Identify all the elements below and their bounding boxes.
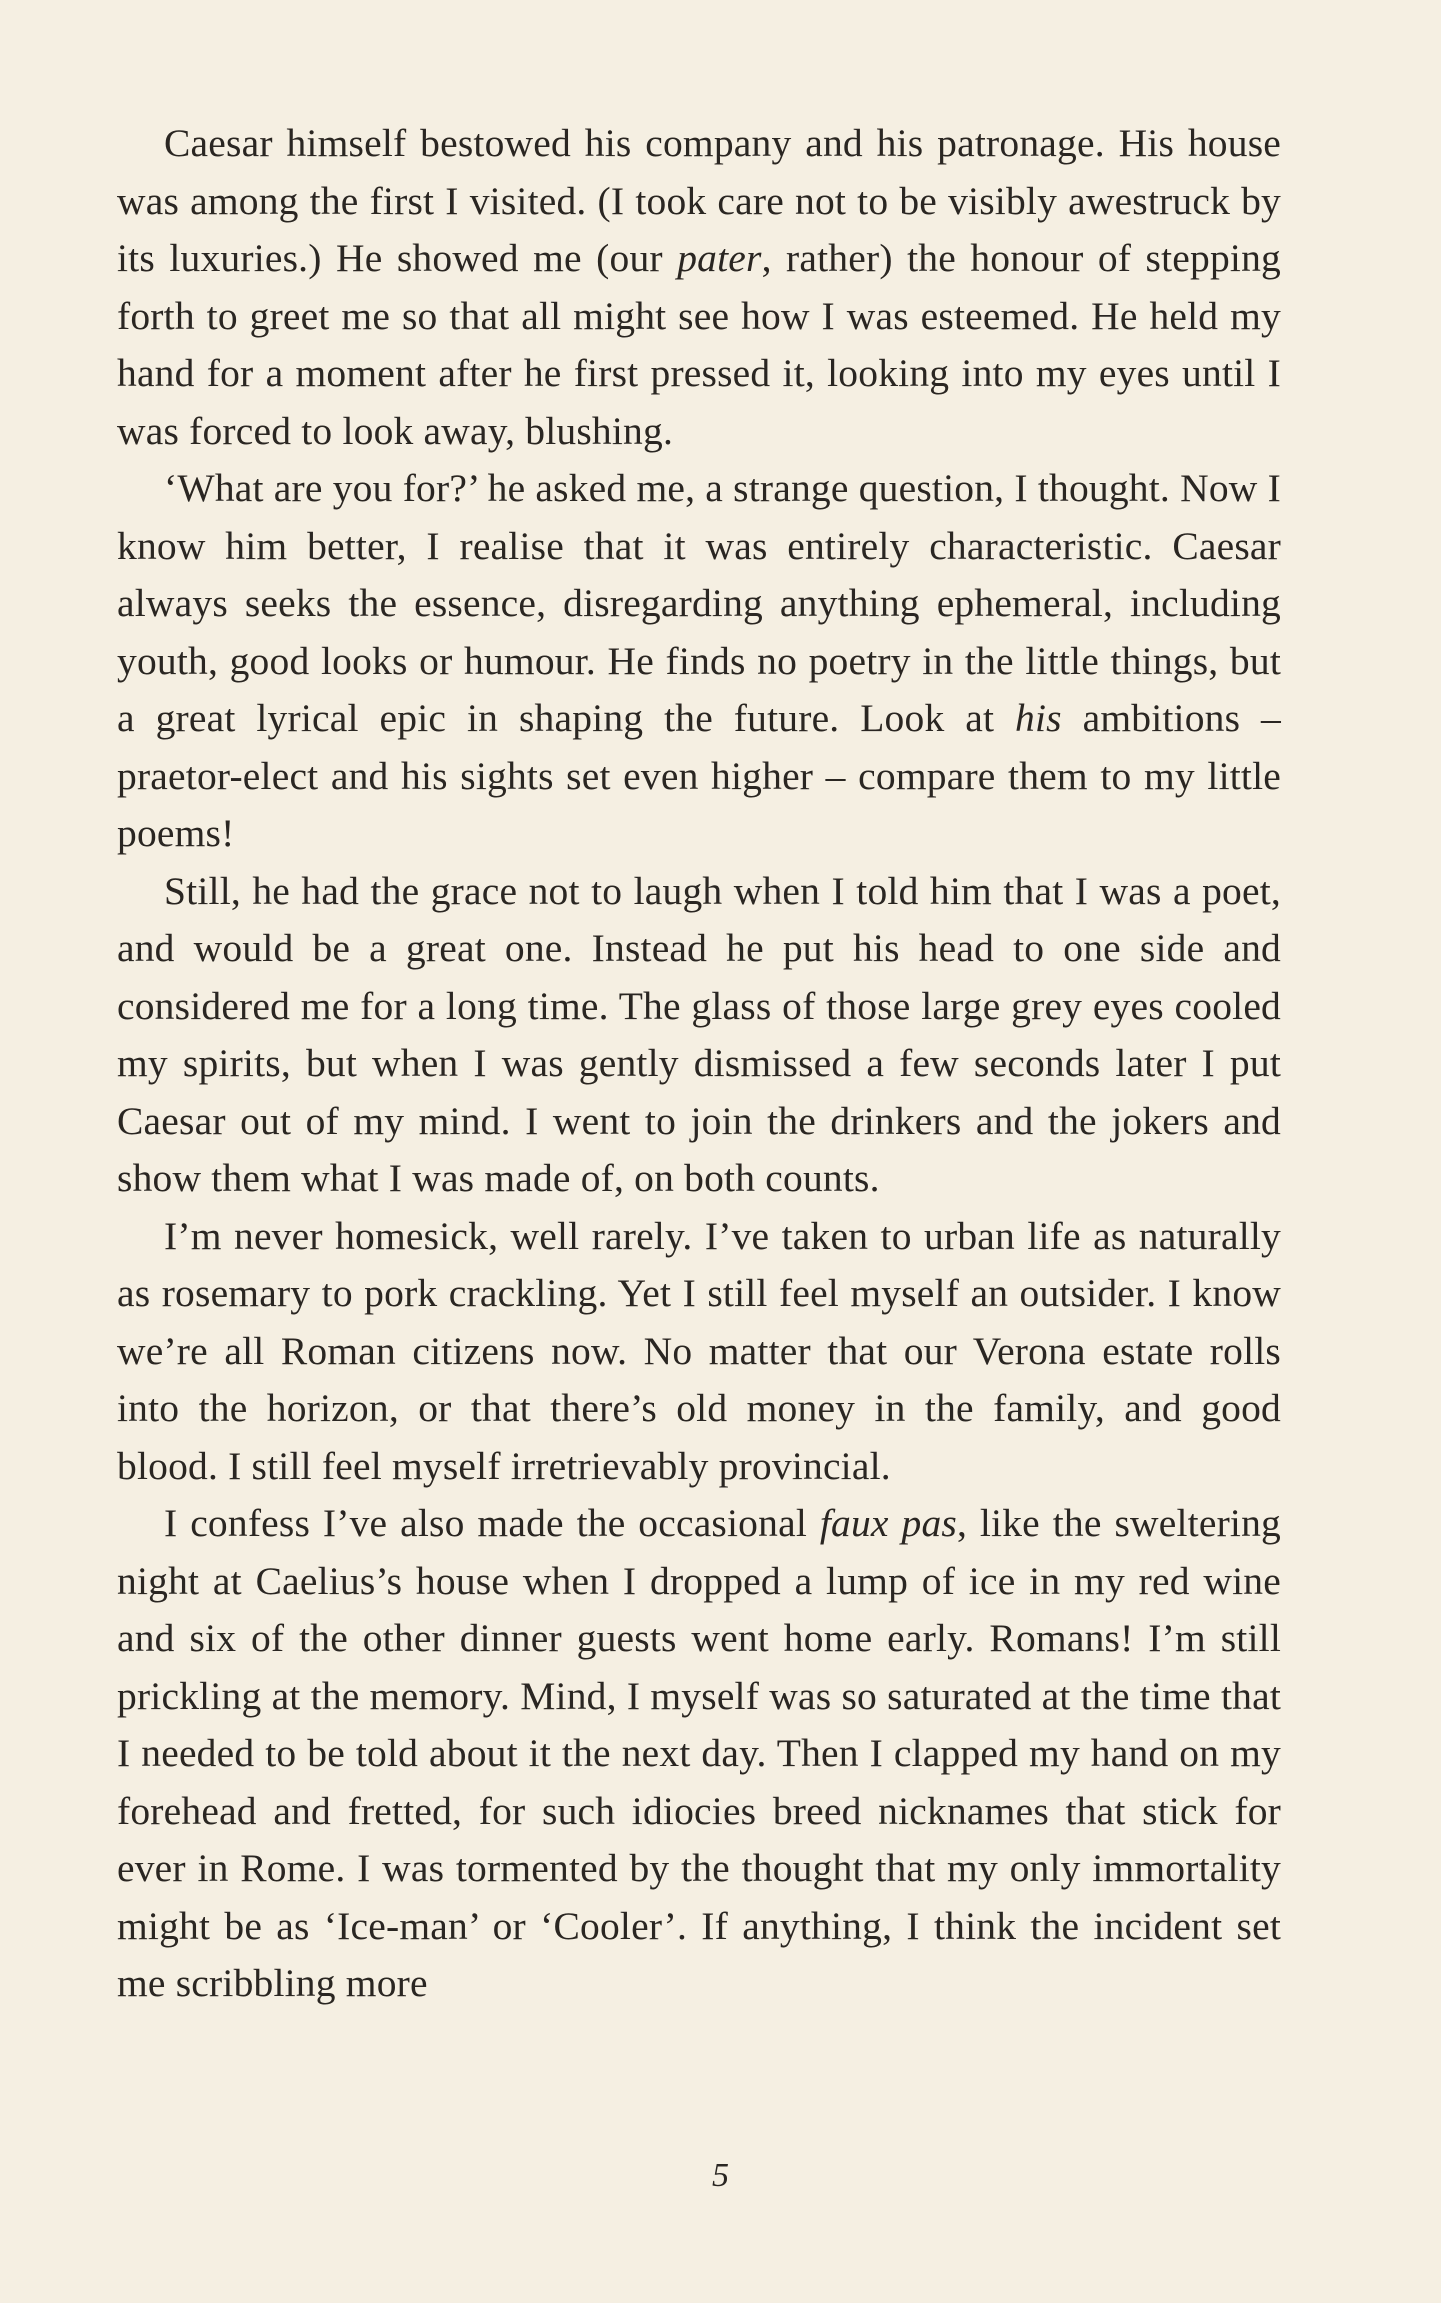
paragraph-3: Still, he had the grace not to laugh when I told him that I was a poet, and would be a great one. Instead he put his head to one side and considered me for a long time. The glass of those large grey eyes cooled my spirits, but when I was gently dismissed a few seconds later I put Caesar out of my mind. I went to join the drinkers and the jokers and show them what I was made of, on both counts. (117, 868, 1281, 1200)
page-number: 5 (712, 2157, 729, 2194)
paragraph-4: I’m never homesick, well rarely. I’ve taken to urban life as naturally as rosemary to pork crackling. Yet I still feel myself an outsider. I know we’re all Roman citizens now. No matter that our Verona estate rolls into the horizon, or that there’s old money in the family, and good blood. I still feel myself irretrievably provincial. (117, 1213, 1281, 1488)
paragraph-1: Caesar himself bestowed his company and his patronage. His house was among the first I visited. (I took care not to be visibly awestruck by its luxuries.) He showed me (our pater, rather) the honour of stepping forth to greet me so that all might see how I was esteemed. He held my hand for a moment after he first pressed it, looking into my eyes until I was forced to look away, blushing. (117, 121, 1281, 453)
paragraph-2: ‘What are you for?’ he asked me, a strange question, I thought. Now I know him better, I realise that it was entirely characteristic. Caesar always seeks the essence, disregarding anything ephemeral, including youth, good looks or humour. He finds no poetry in the little things, but a great lyrical epic in shaping the future. Look at his ambitions – praetor-elect and his sights set even higher – compare them to my little poems! (117, 466, 1281, 855)
body-text (117, 115, 1281, 2013)
paragraph-5: I confess I’ve also made the occasional faux pas, like the sweltering night at Caelius’s house when I dropped a lump of ice in my red wine and six of the other dinner guests went home early. Romans! I’m still prickling at the memory. Mind, I myself was so saturated at the time that I needed to be told about it the next day. Then I clapped my hand on my forehead and fretted, for such idiocies breed nicknames that stick for ever in Rome. I was tormented by the thought that my only immortality might be as ‘Ice-man’ or ‘Cooler’. If anything, I think the incident set me scribbling more (117, 1501, 1281, 2005)
